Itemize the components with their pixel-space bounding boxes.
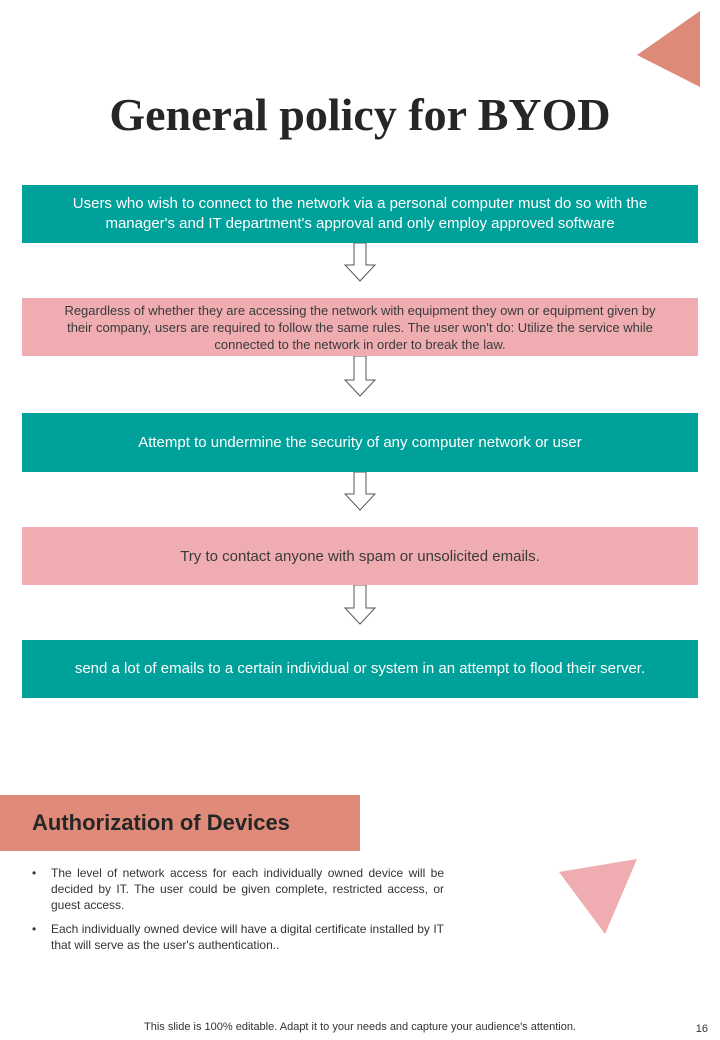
flow-text: Try to contact anyone with spam or unsolicited emails. xyxy=(180,547,540,565)
bullet-item: • Each individually owned device will have a digital certificate installed by IT that will serve as the user's authentication.. xyxy=(32,921,444,953)
flow-box-approval xyxy=(22,185,698,243)
down-arrow-icon xyxy=(344,585,376,625)
corner-triangle-icon xyxy=(636,10,702,88)
page-title: General policy for BYOD xyxy=(109,89,611,140)
down-arrow-icon xyxy=(344,243,376,282)
flow-text: Regardless of whether they are accessing the network with equipment they own or equipment given by their company, users are required to follow the same rules. The user won't do: Utilize the service while connected to the network in order to break the law. xyxy=(64,302,656,352)
flow-box-security xyxy=(22,413,698,472)
down-arrow-icon xyxy=(344,356,376,397)
bullet-list xyxy=(32,865,444,961)
footer-note: This slide is 100% editable. Adapt it to your needs and capture your audience's attention. xyxy=(144,1021,576,1033)
page-number: 16 xyxy=(695,1023,708,1035)
flow-text: Attempt to undermine the security of any computer network or user xyxy=(138,433,582,451)
flow-box-flood xyxy=(22,640,698,698)
down-arrow-icon xyxy=(344,472,376,511)
flow-text: send a lot of emails to a certain individual or system in an attempt to flood their server. xyxy=(74,660,646,677)
bullet-item: • The level of network access for each individually owned device will be decided by IT. The user could be given complete, restricted access, or guest access. xyxy=(32,865,444,913)
pink-triangle-icon xyxy=(558,858,638,936)
flow-box-rules xyxy=(22,298,698,356)
flow-box-spam xyxy=(22,527,698,585)
flow-text: Users who wish to connect to the network via a personal computer must do so with the manager's and IT department's approval and only employ approved software xyxy=(72,195,648,232)
section-heading: Authorization of Devices xyxy=(0,795,360,851)
